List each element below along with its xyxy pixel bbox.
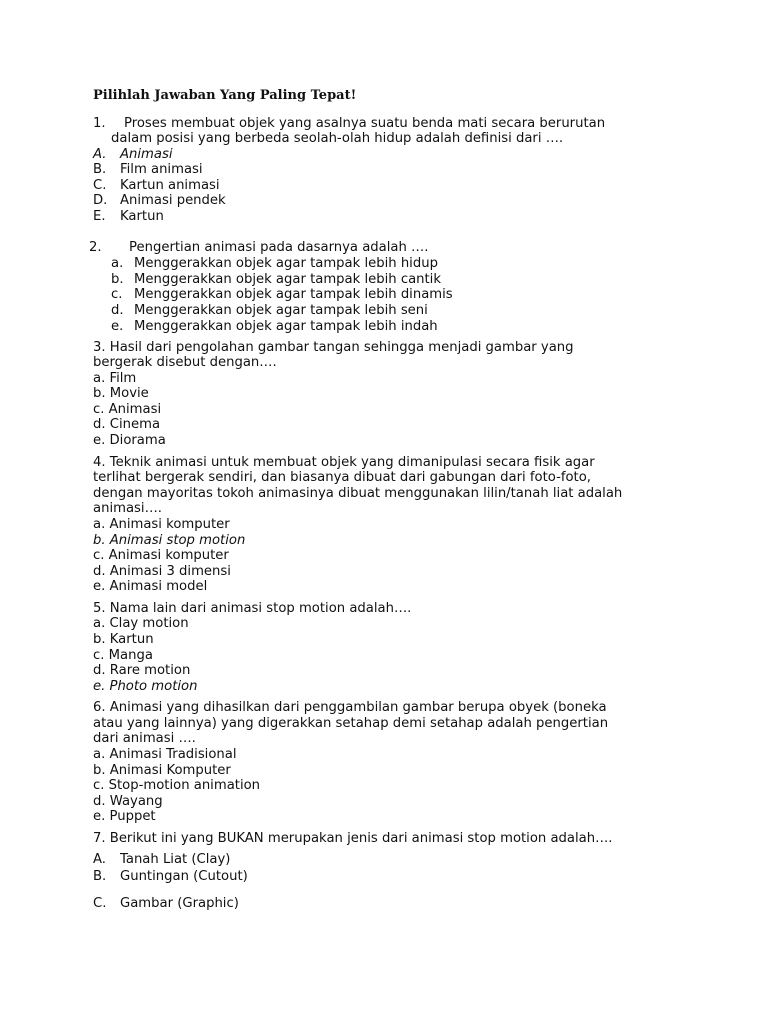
q2-option-d-text: Menggerakkan objek agar tampak lebih seni bbox=[134, 303, 428, 318]
q2-option-c-text: Menggerakkan objek agar tampak lebih dinamis bbox=[134, 287, 453, 302]
q3-text-line1: 3. Hasil dari pengolahan gambar tangan sehingga menjadi gambar yang bbox=[93, 340, 574, 355]
q7-option-a-text: Tanah Liat (Clay) bbox=[120, 852, 231, 867]
q4-option-c: c. Animasi komputer bbox=[93, 548, 229, 563]
q6-option-a: a. Animasi Tradisional bbox=[93, 747, 237, 762]
q4-text-line2: terlihat bergerak sendiri, dan biasanya dibuat dari gabungan dari foto-foto, bbox=[93, 470, 591, 485]
q6-option-c: c. Stop-motion animation bbox=[93, 778, 261, 793]
q1-text-line2: dalam posisi yang berbeda seolah-olah hidup adalah definisi dari …. bbox=[111, 131, 564, 146]
q1-option-d-letter: D. bbox=[93, 193, 108, 208]
q5-option-c: c. Manga bbox=[93, 648, 153, 663]
q7-option-b-letter: B. bbox=[93, 869, 107, 884]
q2-option-a-letter: a. bbox=[111, 256, 124, 271]
q7-text: 7. Berikut ini yang BUKAN merupakan jenis dari animasi stop motion adalah…. bbox=[93, 831, 613, 846]
q1-option-b-text: Film animasi bbox=[120, 162, 203, 177]
q2-option-a-text: Menggerakkan objek agar tampak lebih hidup bbox=[134, 256, 438, 271]
q2-text: Pengertian animasi pada dasarnya adalah …. bbox=[129, 240, 429, 255]
q4-option-b: b. Animasi stop motion bbox=[93, 533, 246, 548]
page-title: Pilihlah Jawaban Yang Paling Tepat! bbox=[93, 88, 357, 103]
q6-option-b: b. Animasi Komputer bbox=[93, 763, 231, 778]
q4-text-line4: animasi…. bbox=[93, 501, 162, 516]
q2-option-b-letter: b. bbox=[111, 272, 124, 287]
q1-option-c-letter: C. bbox=[93, 178, 107, 193]
q4-option-e: e. Animasi model bbox=[93, 579, 208, 594]
q6-option-d: d. Wayang bbox=[93, 794, 163, 809]
q1-option-e-letter: E. bbox=[93, 209, 106, 224]
q1-option-a-letter: A. bbox=[93, 147, 107, 162]
q7-option-c-text: Gambar (Graphic) bbox=[120, 896, 239, 911]
q6-option-e: e. Puppet bbox=[93, 809, 156, 824]
q2-option-d-letter: d. bbox=[111, 303, 124, 318]
q1-option-a-text: Animasi bbox=[120, 147, 173, 162]
q2-option-c-letter: c. bbox=[111, 287, 123, 302]
q3-option-a: a. Film bbox=[93, 371, 137, 386]
q4-text-line3: dengan mayoritas tokoh animasinya dibuat menggunakan lilin/tanah liat adalah bbox=[93, 486, 623, 501]
q1-number: 1. bbox=[93, 116, 106, 131]
q3-option-e: e. Diorama bbox=[93, 433, 166, 448]
q7-option-a-letter: A. bbox=[93, 852, 106, 867]
q2-option-b-text: Menggerakkan objek agar tampak lebih cantik bbox=[134, 272, 441, 287]
q3-option-d: d. Cinema bbox=[93, 417, 161, 432]
q4-option-d: d. Animasi 3 dimensi bbox=[93, 564, 231, 579]
q5-option-e: e. Photo motion bbox=[93, 679, 198, 694]
q4-text-line1: 4. Teknik animasi untuk membuat objek yang dimanipulasi secara fisik agar bbox=[93, 455, 595, 470]
q1-option-e-text: Kartun bbox=[120, 209, 164, 224]
q1-option-d-text: Animasi pendek bbox=[120, 193, 226, 208]
q3-text-line2: bergerak disebut dengan…. bbox=[93, 355, 277, 370]
q3-option-c: c. Animasi bbox=[93, 402, 162, 417]
q5-option-d: d. Rare motion bbox=[93, 663, 191, 678]
q6-text-line3: dari animasi …. bbox=[93, 731, 196, 746]
q6-text-line2: atau yang lainnya) yang digerakkan setahap demi setahap adalah pengertian bbox=[93, 716, 609, 731]
q2-number: 2. bbox=[89, 240, 102, 255]
q2-option-e-text: Menggerakkan objek agar tampak lebih indah bbox=[134, 319, 438, 334]
q7-option-c-letter: C. bbox=[93, 896, 107, 911]
q5-text: 5. Nama lain dari animasi stop motion adalah…. bbox=[93, 601, 412, 616]
q4-option-a: a. Animasi komputer bbox=[93, 517, 230, 532]
q6-text-line1: 6. Animasi yang dihasilkan dari penggambilan gambar berupa obyek (boneka bbox=[93, 700, 607, 715]
q7-option-b-text: Guntingan (Cutout) bbox=[120, 869, 248, 884]
q3-option-b: b. Movie bbox=[93, 386, 149, 401]
q2-option-e-letter: e. bbox=[111, 319, 124, 334]
q1-option-b-letter: B. bbox=[93, 162, 107, 177]
q1-option-c-text: Kartun animasi bbox=[120, 178, 220, 193]
q1-text-line1: Proses membuat objek yang asalnya suatu benda mati secara berurutan bbox=[124, 116, 606, 131]
q5-option-b: b. Kartun bbox=[93, 632, 154, 647]
q5-option-a: a. Clay motion bbox=[93, 616, 189, 631]
